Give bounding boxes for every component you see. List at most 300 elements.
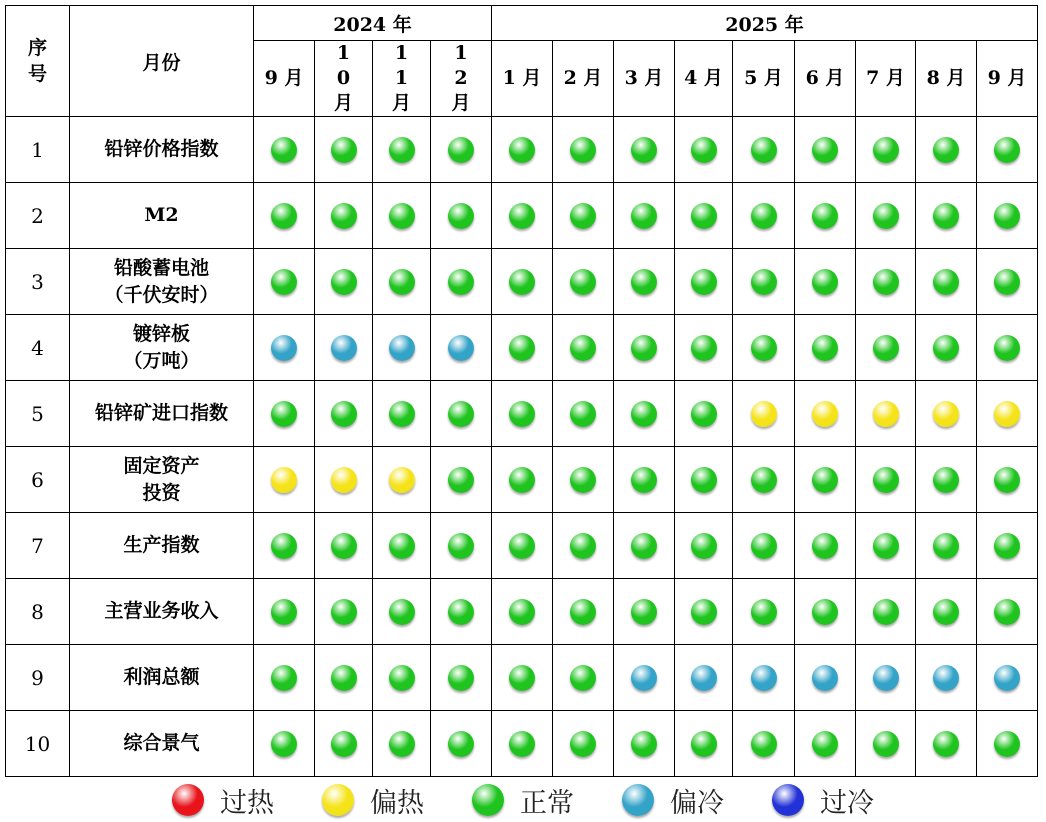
legend — [0, 778, 1046, 822]
status-cell — [733, 381, 795, 447]
status-dot — [389, 137, 415, 163]
status-cell — [254, 117, 315, 183]
status-cell — [254, 513, 315, 579]
status-dot — [331, 731, 357, 757]
status-dot — [448, 335, 474, 361]
status-cell — [916, 249, 977, 315]
status-cell — [675, 645, 733, 711]
status-cell — [675, 447, 733, 513]
status-dot — [331, 335, 357, 361]
status-cell — [675, 513, 733, 579]
status-cell — [492, 513, 553, 579]
status-cell — [916, 645, 977, 711]
status-cell — [977, 579, 1038, 645]
status-cell — [553, 183, 614, 249]
month-label: 6 月 — [805, 67, 845, 89]
status-cell — [373, 447, 431, 513]
status-dot — [691, 467, 717, 493]
status-dot — [812, 269, 838, 295]
status-cell — [795, 645, 856, 711]
status-cell — [916, 447, 977, 513]
indicator-name — [70, 579, 254, 645]
status-dot — [389, 665, 415, 691]
status-cell — [733, 183, 795, 249]
legend-dot — [622, 784, 654, 816]
status-dot — [448, 731, 474, 757]
status-dot — [873, 203, 899, 229]
status-cell — [553, 249, 614, 315]
status-dot — [812, 665, 838, 691]
status-cell — [977, 117, 1038, 183]
indicator-name — [70, 249, 254, 315]
month-header — [675, 41, 733, 117]
status-dot — [933, 665, 959, 691]
row-seq: 10 — [6, 711, 70, 777]
status-dot — [933, 335, 959, 361]
row-seq: 6 — [6, 447, 70, 513]
status-cell — [373, 711, 431, 777]
status-cell — [431, 711, 492, 777]
status-cell — [254, 711, 315, 777]
indicator-name — [70, 381, 254, 447]
status-dot — [631, 533, 657, 559]
month-label: 10 月 — [333, 42, 353, 114]
month-header — [977, 41, 1038, 117]
status-dot — [691, 203, 717, 229]
month-header — [254, 41, 315, 117]
status-cell — [675, 579, 733, 645]
status-dot — [271, 731, 297, 757]
status-cell — [795, 513, 856, 579]
status-cell — [553, 315, 614, 381]
indicator-header: 月份 — [70, 6, 254, 117]
indicator-name-line: 铅酸蓄电池 — [113, 256, 209, 279]
status-cell — [916, 579, 977, 645]
status-dot — [691, 665, 717, 691]
status-dot — [570, 137, 596, 163]
status-dot — [389, 335, 415, 361]
status-dot — [331, 467, 357, 493]
status-dot — [751, 269, 777, 295]
status-cell — [733, 645, 795, 711]
legend-dot — [322, 784, 354, 816]
status-cell — [492, 447, 553, 513]
status-cell — [733, 579, 795, 645]
status-cell — [733, 249, 795, 315]
status-cell — [315, 513, 373, 579]
year-header: 2025 年 — [492, 6, 1038, 41]
status-dot — [994, 599, 1020, 625]
status-dot — [570, 731, 596, 757]
table-row — [6, 447, 1038, 513]
month-header — [916, 41, 977, 117]
status-cell — [614, 447, 675, 513]
status-dot — [873, 269, 899, 295]
indicator-name-line: 铅锌矿进口指数 — [94, 402, 228, 424]
status-cell — [795, 117, 856, 183]
status-dot — [751, 137, 777, 163]
status-cell — [553, 645, 614, 711]
indicator-name — [70, 711, 254, 777]
status-dot — [331, 269, 357, 295]
status-cell — [614, 645, 675, 711]
status-dot — [994, 665, 1020, 691]
status-dot — [331, 533, 357, 559]
status-dot — [873, 467, 899, 493]
status-cell — [553, 711, 614, 777]
status-dot — [448, 137, 474, 163]
status-dot — [994, 203, 1020, 229]
seq-header-label: 序号 — [28, 37, 48, 85]
indicator-name-line: （千伏安时） — [104, 283, 219, 306]
status-cell — [492, 117, 553, 183]
month-header — [733, 41, 795, 117]
status-cell — [431, 117, 492, 183]
month-label: 9 月 — [987, 67, 1027, 89]
row-seq: 2 — [6, 183, 70, 249]
status-cell — [373, 117, 431, 183]
status-dot — [570, 269, 596, 295]
status-cell — [431, 579, 492, 645]
status-dot — [389, 467, 415, 493]
status-dot — [994, 335, 1020, 361]
indicator-name — [70, 513, 254, 579]
legend-label: 过热 — [220, 787, 274, 819]
status-cell — [254, 381, 315, 447]
legend-dot — [772, 784, 804, 816]
table-row — [6, 711, 1038, 777]
status-dot — [448, 203, 474, 229]
status-cell — [856, 183, 916, 249]
status-dot — [570, 335, 596, 361]
indicator-name — [70, 315, 254, 381]
indicator-name-line: 综合景气 — [123, 732, 200, 754]
status-dot — [933, 467, 959, 493]
indicator-name-line: 镀锌板 — [132, 322, 190, 345]
status-dot — [389, 599, 415, 625]
status-dot — [331, 599, 357, 625]
indicator-name — [70, 117, 254, 183]
row-seq: 5 — [6, 381, 70, 447]
status-dot — [933, 533, 959, 559]
status-cell — [373, 645, 431, 711]
status-dot — [570, 467, 596, 493]
status-cell — [675, 711, 733, 777]
status-dot — [751, 731, 777, 757]
status-cell — [614, 117, 675, 183]
status-dot — [812, 467, 838, 493]
status-dot — [570, 599, 596, 625]
status-dot — [271, 401, 297, 427]
status-dot — [751, 599, 777, 625]
status-dot — [331, 665, 357, 691]
status-dot — [271, 335, 297, 361]
row-seq: 3 — [6, 249, 70, 315]
status-cell — [254, 579, 315, 645]
status-cell — [795, 183, 856, 249]
legend-dot — [472, 784, 504, 816]
status-cell — [977, 249, 1038, 315]
status-dot — [691, 599, 717, 625]
status-dot — [331, 203, 357, 229]
status-dot — [509, 137, 535, 163]
status-dot — [812, 335, 838, 361]
month-label: 9 月 — [264, 67, 304, 89]
status-cell — [431, 645, 492, 711]
status-dot — [933, 203, 959, 229]
legend-label: 正常 — [520, 787, 574, 819]
status-dot — [448, 467, 474, 493]
indicator-name-line: M2 — [144, 204, 179, 226]
status-cell — [315, 645, 373, 711]
month-label: 2 月 — [563, 67, 603, 89]
status-dot — [933, 401, 959, 427]
status-dot — [751, 335, 777, 361]
indicator-name — [70, 645, 254, 711]
status-dot — [631, 203, 657, 229]
row-seq: 8 — [6, 579, 70, 645]
status-cell — [916, 117, 977, 183]
status-dot — [631, 137, 657, 163]
status-cell — [614, 513, 675, 579]
status-cell — [373, 249, 431, 315]
status-cell — [856, 117, 916, 183]
status-dot — [271, 599, 297, 625]
month-label: 11 月 — [391, 42, 411, 114]
status-cell — [373, 183, 431, 249]
month-header — [795, 41, 856, 117]
month-header — [614, 41, 675, 117]
indicator-name-line: 铅锌价格指数 — [104, 138, 219, 160]
status-dot — [873, 533, 899, 559]
status-dot — [933, 269, 959, 295]
status-dot — [751, 533, 777, 559]
status-cell — [614, 579, 675, 645]
status-dot — [873, 731, 899, 757]
status-cell — [373, 579, 431, 645]
status-cell — [254, 645, 315, 711]
status-dot — [570, 533, 596, 559]
status-cell — [977, 447, 1038, 513]
indicator-name-line: （万吨） — [123, 349, 200, 372]
status-dot — [448, 599, 474, 625]
status-cell — [315, 447, 373, 513]
status-dot — [331, 137, 357, 163]
status-cell — [977, 183, 1038, 249]
status-cell — [733, 447, 795, 513]
status-cell — [977, 645, 1038, 711]
status-cell — [553, 513, 614, 579]
status-dot — [994, 731, 1020, 757]
status-dot — [389, 401, 415, 427]
status-dot — [271, 269, 297, 295]
status-dot — [509, 665, 535, 691]
status-cell — [856, 249, 916, 315]
table-row — [6, 315, 1038, 381]
status-dot — [812, 203, 838, 229]
status-cell — [977, 513, 1038, 579]
status-dot — [751, 665, 777, 691]
status-cell — [431, 315, 492, 381]
status-cell — [254, 315, 315, 381]
status-dot — [994, 269, 1020, 295]
status-cell — [614, 249, 675, 315]
status-cell — [315, 117, 373, 183]
status-cell — [795, 579, 856, 645]
status-cell — [856, 315, 916, 381]
month-header — [431, 41, 492, 117]
status-cell — [916, 513, 977, 579]
legend-label: 过冷 — [820, 787, 874, 819]
status-cell — [431, 381, 492, 447]
status-cell — [254, 447, 315, 513]
status-dot — [994, 401, 1020, 427]
legend-dot — [172, 784, 204, 816]
status-dot — [812, 533, 838, 559]
status-cell — [795, 381, 856, 447]
table-row — [6, 117, 1038, 183]
status-cell — [254, 249, 315, 315]
status-dot — [933, 137, 959, 163]
status-cell — [795, 447, 856, 513]
status-dot — [631, 731, 657, 757]
status-dot — [873, 599, 899, 625]
status-cell — [492, 183, 553, 249]
status-dot — [631, 599, 657, 625]
table-row — [6, 183, 1038, 249]
month-label: 12 月 — [451, 42, 471, 114]
status-cell — [315, 183, 373, 249]
status-cell — [916, 183, 977, 249]
month-label: 8 月 — [926, 67, 966, 89]
prosperity-table — [5, 5, 1038, 777]
status-cell — [916, 315, 977, 381]
status-dot — [271, 665, 297, 691]
status-dot — [873, 401, 899, 427]
status-dot — [570, 203, 596, 229]
status-cell — [795, 711, 856, 777]
status-dot — [448, 401, 474, 427]
legend-item — [772, 781, 874, 820]
status-cell — [492, 315, 553, 381]
month-header — [856, 41, 916, 117]
status-dot — [271, 137, 297, 163]
status-cell — [675, 183, 733, 249]
status-dot — [631, 401, 657, 427]
legend-item — [322, 781, 424, 820]
status-cell — [614, 711, 675, 777]
table-row — [6, 645, 1038, 711]
month-label: 5 月 — [744, 67, 783, 89]
status-dot — [389, 731, 415, 757]
status-cell — [977, 315, 1038, 381]
status-cell — [315, 381, 373, 447]
status-dot — [271, 533, 297, 559]
status-dot — [448, 269, 474, 295]
status-cell — [431, 447, 492, 513]
status-dot — [509, 467, 535, 493]
month-header — [373, 41, 431, 117]
status-dot — [812, 401, 838, 427]
status-cell — [553, 381, 614, 447]
status-dot — [448, 665, 474, 691]
status-cell — [856, 645, 916, 711]
status-dot — [873, 665, 899, 691]
row-seq: 4 — [6, 315, 70, 381]
row-seq: 1 — [6, 117, 70, 183]
status-cell — [553, 447, 614, 513]
status-cell — [675, 315, 733, 381]
status-dot — [812, 137, 838, 163]
status-cell — [795, 315, 856, 381]
month-label: 7 月 — [866, 67, 905, 89]
status-cell — [315, 711, 373, 777]
month-label: 4 月 — [684, 67, 723, 89]
legend-label: 偏热 — [370, 787, 424, 819]
status-cell — [315, 579, 373, 645]
indicator-name-line: 投资 — [142, 481, 181, 504]
status-dot — [509, 335, 535, 361]
status-cell — [492, 579, 553, 645]
status-cell — [492, 645, 553, 711]
table-row — [6, 579, 1038, 645]
status-dot — [751, 467, 777, 493]
legend-label: 偏冷 — [670, 787, 724, 819]
indicator-name-line: 利润总额 — [123, 666, 200, 688]
status-dot — [331, 401, 357, 427]
status-dot — [448, 533, 474, 559]
status-cell — [492, 711, 553, 777]
status-cell — [373, 381, 431, 447]
year-header: 2024 年 — [254, 6, 492, 41]
legend-item — [622, 781, 724, 820]
status-cell — [675, 249, 733, 315]
status-dot — [812, 731, 838, 757]
status-dot — [994, 467, 1020, 493]
status-cell — [492, 381, 553, 447]
status-dot — [691, 533, 717, 559]
status-cell — [733, 711, 795, 777]
indicator-name-line: 主营业务收入 — [104, 600, 219, 622]
status-cell — [315, 315, 373, 381]
status-dot — [389, 533, 415, 559]
indicator-name-line: 生产指数 — [123, 534, 200, 556]
status-cell — [675, 117, 733, 183]
status-dot — [873, 335, 899, 361]
indicator-name — [70, 447, 254, 513]
status-dot — [271, 467, 297, 493]
status-dot — [933, 731, 959, 757]
indicator-name — [70, 183, 254, 249]
status-dot — [933, 599, 959, 625]
month-label: 1 月 — [502, 67, 542, 89]
status-dot — [691, 335, 717, 361]
status-cell — [977, 711, 1038, 777]
status-dot — [751, 401, 777, 427]
seq-header — [6, 6, 70, 117]
status-dot — [812, 599, 838, 625]
status-dot — [631, 467, 657, 493]
status-dot — [509, 269, 535, 295]
status-cell — [733, 117, 795, 183]
month-label: 3 月 — [624, 67, 664, 89]
status-dot — [631, 665, 657, 691]
status-cell — [614, 183, 675, 249]
indicator-name-line: 固定资产 — [123, 454, 200, 477]
status-dot — [691, 269, 717, 295]
status-cell — [856, 579, 916, 645]
row-seq: 9 — [6, 645, 70, 711]
